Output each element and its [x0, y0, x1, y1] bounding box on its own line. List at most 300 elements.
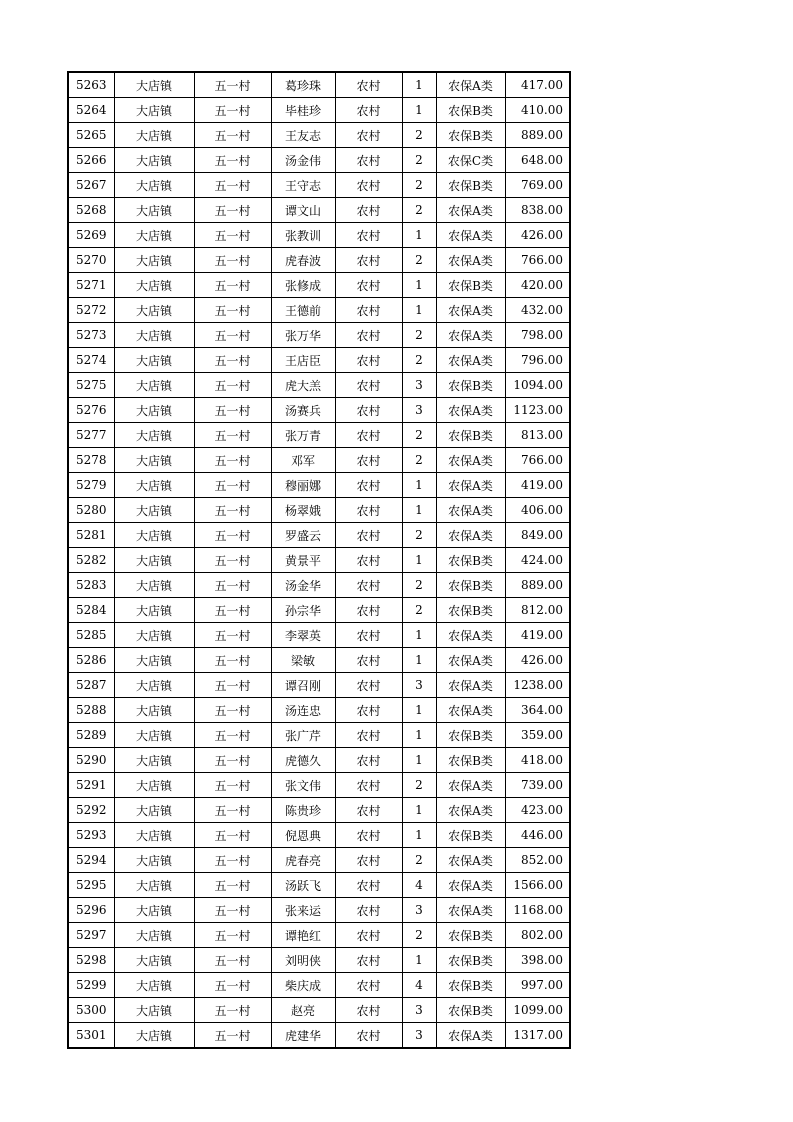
category-cell: 农村 — [335, 573, 402, 598]
insurance-type-cell: 农保B类 — [436, 748, 505, 773]
amount-cell: 889.00 — [505, 123, 570, 148]
record-number: 5274 — [68, 348, 114, 373]
insurance-type-cell: 农保A类 — [436, 698, 505, 723]
village-cell: 五一村 — [194, 523, 271, 548]
table-row — [68, 72, 570, 98]
amount-cell: 766.00 — [505, 248, 570, 273]
household-size-cell: 2 — [402, 448, 436, 473]
amount-cell: 1099.00 — [505, 998, 570, 1023]
name-cell: 张广芹 — [271, 723, 335, 748]
amount-cell: 446.00 — [505, 823, 570, 848]
town-cell: 大店镇 — [114, 648, 194, 673]
amount-cell: 796.00 — [505, 348, 570, 373]
record-number: 5293 — [68, 823, 114, 848]
category-cell: 农村 — [335, 948, 402, 973]
household-size-cell: 2 — [402, 848, 436, 873]
table-row — [68, 348, 570, 373]
name-cell: 谭文山 — [271, 198, 335, 223]
household-size-cell: 2 — [402, 523, 436, 548]
household-size-cell: 3 — [402, 998, 436, 1023]
town-cell: 大店镇 — [114, 223, 194, 248]
table-row — [68, 473, 570, 498]
village-cell: 五一村 — [194, 548, 271, 573]
category-cell: 农村 — [335, 173, 402, 198]
record-number: 5286 — [68, 648, 114, 673]
village-cell: 五一村 — [194, 748, 271, 773]
village-cell: 五一村 — [194, 573, 271, 598]
table-row — [68, 973, 570, 998]
name-cell: 柴庆成 — [271, 973, 335, 998]
town-cell: 大店镇 — [114, 348, 194, 373]
amount-cell: 432.00 — [505, 298, 570, 323]
insurance-type-cell: 农保B类 — [436, 548, 505, 573]
record-number: 5264 — [68, 98, 114, 123]
table-row — [68, 1023, 570, 1049]
insurance-type-cell: 农保B类 — [436, 598, 505, 623]
village-cell: 五一村 — [194, 98, 271, 123]
village-cell: 五一村 — [194, 898, 271, 923]
amount-cell: 813.00 — [505, 423, 570, 448]
household-size-cell: 1 — [402, 748, 436, 773]
category-cell: 农村 — [335, 748, 402, 773]
village-cell: 五一村 — [194, 448, 271, 473]
town-cell: 大店镇 — [114, 773, 194, 798]
amount-cell: 1094.00 — [505, 373, 570, 398]
table-row — [68, 798, 570, 823]
name-cell: 虎建华 — [271, 1023, 335, 1049]
category-cell: 农村 — [335, 998, 402, 1023]
village-cell: 五一村 — [194, 623, 271, 648]
category-cell: 农村 — [335, 773, 402, 798]
household-size-cell: 1 — [402, 723, 436, 748]
table-row — [68, 223, 570, 248]
amount-cell: 423.00 — [505, 798, 570, 823]
table-row — [68, 623, 570, 648]
table-row — [68, 323, 570, 348]
village-cell: 五一村 — [194, 848, 271, 873]
insurance-type-cell: 农保B类 — [436, 923, 505, 948]
household-size-cell: 1 — [402, 623, 436, 648]
record-number: 5283 — [68, 573, 114, 598]
town-cell: 大店镇 — [114, 473, 194, 498]
household-size-cell: 2 — [402, 573, 436, 598]
village-cell: 五一村 — [194, 398, 271, 423]
insurance-type-cell: 农保A类 — [436, 798, 505, 823]
record-number: 5269 — [68, 223, 114, 248]
table-row — [68, 723, 570, 748]
record-number: 5290 — [68, 748, 114, 773]
household-size-cell: 2 — [402, 348, 436, 373]
household-size-cell: 3 — [402, 1023, 436, 1049]
town-cell: 大店镇 — [114, 123, 194, 148]
category-cell: 农村 — [335, 623, 402, 648]
name-cell: 倪恩典 — [271, 823, 335, 848]
record-number: 5298 — [68, 948, 114, 973]
name-cell: 汤跃飞 — [271, 873, 335, 898]
village-cell: 五一村 — [194, 823, 271, 848]
record-number: 5292 — [68, 798, 114, 823]
amount-cell: 426.00 — [505, 223, 570, 248]
name-cell: 王守志 — [271, 173, 335, 198]
household-size-cell: 4 — [402, 973, 436, 998]
household-size-cell: 1 — [402, 548, 436, 573]
category-cell: 农村 — [335, 523, 402, 548]
table-row — [68, 648, 570, 673]
town-cell: 大店镇 — [114, 898, 194, 923]
category-cell: 农村 — [335, 348, 402, 373]
record-number: 5272 — [68, 298, 114, 323]
name-cell: 毕桂珍 — [271, 98, 335, 123]
town-cell: 大店镇 — [114, 998, 194, 1023]
household-size-cell: 4 — [402, 873, 436, 898]
amount-cell: 419.00 — [505, 473, 570, 498]
village-cell: 五一村 — [194, 973, 271, 998]
record-number: 5273 — [68, 323, 114, 348]
name-cell: 张教训 — [271, 223, 335, 248]
town-cell: 大店镇 — [114, 573, 194, 598]
village-cell: 五一村 — [194, 273, 271, 298]
village-cell: 五一村 — [194, 873, 271, 898]
household-size-cell: 2 — [402, 923, 436, 948]
village-cell: 五一村 — [194, 598, 271, 623]
record-number: 5279 — [68, 473, 114, 498]
insurance-type-cell: 农保A类 — [436, 1023, 505, 1049]
town-cell: 大店镇 — [114, 723, 194, 748]
amount-cell: 852.00 — [505, 848, 570, 873]
household-size-cell: 3 — [402, 373, 436, 398]
name-cell: 张修成 — [271, 273, 335, 298]
amount-cell: 766.00 — [505, 448, 570, 473]
record-number: 5288 — [68, 698, 114, 723]
name-cell: 谭艳红 — [271, 923, 335, 948]
town-cell: 大店镇 — [114, 948, 194, 973]
village-cell: 五一村 — [194, 798, 271, 823]
record-number: 5263 — [68, 72, 114, 98]
insurance-type-cell: 农保A类 — [436, 223, 505, 248]
record-number: 5300 — [68, 998, 114, 1023]
insurance-type-cell: 农保A类 — [436, 248, 505, 273]
town-cell: 大店镇 — [114, 173, 194, 198]
amount-cell: 1566.00 — [505, 873, 570, 898]
table-row — [68, 498, 570, 523]
record-number: 5299 — [68, 973, 114, 998]
insurance-type-cell: 农保A类 — [436, 773, 505, 798]
village-cell: 五一村 — [194, 348, 271, 373]
table-row — [68, 298, 570, 323]
amount-cell: 889.00 — [505, 573, 570, 598]
household-size-cell: 2 — [402, 123, 436, 148]
category-cell: 农村 — [335, 423, 402, 448]
records-table — [67, 71, 571, 1049]
household-size-cell: 1 — [402, 98, 436, 123]
amount-cell: 406.00 — [505, 498, 570, 523]
village-cell: 五一村 — [194, 723, 271, 748]
town-cell: 大店镇 — [114, 248, 194, 273]
amount-cell: 739.00 — [505, 773, 570, 798]
amount-cell: 1123.00 — [505, 398, 570, 423]
town-cell: 大店镇 — [114, 98, 194, 123]
amount-cell: 364.00 — [505, 698, 570, 723]
village-cell: 五一村 — [194, 298, 271, 323]
name-cell: 虎春亮 — [271, 848, 335, 873]
category-cell: 农村 — [335, 723, 402, 748]
insurance-type-cell: 农保A类 — [436, 72, 505, 98]
name-cell: 汤金伟 — [271, 148, 335, 173]
insurance-type-cell: 农保A类 — [436, 448, 505, 473]
village-cell: 五一村 — [194, 123, 271, 148]
village-cell: 五一村 — [194, 198, 271, 223]
village-cell: 五一村 — [194, 998, 271, 1023]
household-size-cell: 1 — [402, 698, 436, 723]
town-cell: 大店镇 — [114, 673, 194, 698]
table-row — [68, 598, 570, 623]
village-cell: 五一村 — [194, 423, 271, 448]
amount-cell: 419.00 — [505, 623, 570, 648]
category-cell: 农村 — [335, 823, 402, 848]
town-cell: 大店镇 — [114, 848, 194, 873]
amount-cell: 812.00 — [505, 598, 570, 623]
household-size-cell: 2 — [402, 198, 436, 223]
record-number: 5282 — [68, 548, 114, 573]
household-size-cell: 2 — [402, 148, 436, 173]
table-row — [68, 548, 570, 573]
category-cell: 农村 — [335, 498, 402, 523]
amount-cell: 769.00 — [505, 173, 570, 198]
household-size-cell: 1 — [402, 648, 436, 673]
record-number: 5277 — [68, 423, 114, 448]
category-cell: 农村 — [335, 598, 402, 623]
town-cell: 大店镇 — [114, 698, 194, 723]
household-size-cell: 2 — [402, 773, 436, 798]
amount-cell: 359.00 — [505, 723, 570, 748]
insurance-type-cell: 农保B类 — [436, 723, 505, 748]
amount-cell: 420.00 — [505, 273, 570, 298]
household-size-cell: 2 — [402, 598, 436, 623]
table-row — [68, 423, 570, 448]
table-row — [68, 123, 570, 148]
amount-cell: 849.00 — [505, 523, 570, 548]
category-cell: 农村 — [335, 273, 402, 298]
table-row — [68, 98, 570, 123]
category-cell: 农村 — [335, 223, 402, 248]
insurance-type-cell: 农保A类 — [436, 498, 505, 523]
table-row — [68, 523, 570, 548]
name-cell: 张文伟 — [271, 773, 335, 798]
household-size-cell: 1 — [402, 72, 436, 98]
insurance-type-cell: 农保B类 — [436, 823, 505, 848]
town-cell: 大店镇 — [114, 323, 194, 348]
insurance-type-cell: 农保A类 — [436, 348, 505, 373]
record-number: 5284 — [68, 598, 114, 623]
village-cell: 五一村 — [194, 72, 271, 98]
category-cell: 农村 — [335, 72, 402, 98]
name-cell: 张万华 — [271, 323, 335, 348]
insurance-type-cell: 农保C类 — [436, 148, 505, 173]
insurance-type-cell: 农保B类 — [436, 973, 505, 998]
table-row — [68, 848, 570, 873]
insurance-type-cell: 农保B类 — [436, 123, 505, 148]
table-row — [68, 248, 570, 273]
table-row — [68, 998, 570, 1023]
category-cell: 农村 — [335, 473, 402, 498]
amount-cell: 398.00 — [505, 948, 570, 973]
insurance-type-cell: 农保A类 — [436, 648, 505, 673]
record-number: 5291 — [68, 773, 114, 798]
name-cell: 张万青 — [271, 423, 335, 448]
town-cell: 大店镇 — [114, 623, 194, 648]
town-cell: 大店镇 — [114, 448, 194, 473]
record-number: 5287 — [68, 673, 114, 698]
record-number: 5267 — [68, 173, 114, 198]
amount-cell: 1168.00 — [505, 898, 570, 923]
category-cell: 农村 — [335, 848, 402, 873]
category-cell: 农村 — [335, 923, 402, 948]
insurance-type-cell: 农保A类 — [436, 848, 505, 873]
household-size-cell: 3 — [402, 673, 436, 698]
category-cell: 农村 — [335, 198, 402, 223]
insurance-type-cell: 农保A类 — [436, 623, 505, 648]
town-cell: 大店镇 — [114, 823, 194, 848]
town-cell: 大店镇 — [114, 798, 194, 823]
record-number: 5276 — [68, 398, 114, 423]
town-cell: 大店镇 — [114, 298, 194, 323]
household-size-cell: 2 — [402, 323, 436, 348]
village-cell: 五一村 — [194, 473, 271, 498]
town-cell: 大店镇 — [114, 598, 194, 623]
insurance-type-cell: 农保B类 — [436, 373, 505, 398]
insurance-type-cell: 农保A类 — [436, 473, 505, 498]
category-cell: 农村 — [335, 973, 402, 998]
town-cell: 大店镇 — [114, 873, 194, 898]
village-cell: 五一村 — [194, 673, 271, 698]
town-cell: 大店镇 — [114, 72, 194, 98]
village-cell: 五一村 — [194, 648, 271, 673]
name-cell: 汤金华 — [271, 573, 335, 598]
table-row — [68, 748, 570, 773]
village-cell: 五一村 — [194, 948, 271, 973]
category-cell: 农村 — [335, 123, 402, 148]
record-number: 5294 — [68, 848, 114, 873]
amount-cell: 1317.00 — [505, 1023, 570, 1049]
name-cell: 虎大羔 — [271, 373, 335, 398]
record-number: 5295 — [68, 873, 114, 898]
category-cell: 农村 — [335, 323, 402, 348]
town-cell: 大店镇 — [114, 148, 194, 173]
name-cell: 邓军 — [271, 448, 335, 473]
table-row — [68, 173, 570, 198]
name-cell: 黄景平 — [271, 548, 335, 573]
town-cell: 大店镇 — [114, 373, 194, 398]
record-number: 5280 — [68, 498, 114, 523]
village-cell: 五一村 — [194, 923, 271, 948]
insurance-type-cell: 农保B类 — [436, 98, 505, 123]
category-cell: 农村 — [335, 98, 402, 123]
category-cell: 农村 — [335, 873, 402, 898]
category-cell: 农村 — [335, 698, 402, 723]
town-cell: 大店镇 — [114, 198, 194, 223]
household-size-cell: 1 — [402, 498, 436, 523]
category-cell: 农村 — [335, 673, 402, 698]
category-cell: 农村 — [335, 298, 402, 323]
name-cell: 李翠英 — [271, 623, 335, 648]
table-row — [68, 948, 570, 973]
record-number: 5270 — [68, 248, 114, 273]
household-size-cell: 1 — [402, 948, 436, 973]
household-size-cell: 1 — [402, 298, 436, 323]
table-row — [68, 823, 570, 848]
record-number: 5265 — [68, 123, 114, 148]
name-cell: 梁敏 — [271, 648, 335, 673]
village-cell: 五一村 — [194, 1023, 271, 1049]
amount-cell: 798.00 — [505, 323, 570, 348]
village-cell: 五一村 — [194, 373, 271, 398]
insurance-type-cell: 农保B类 — [436, 998, 505, 1023]
category-cell: 农村 — [335, 148, 402, 173]
insurance-type-cell: 农保A类 — [436, 198, 505, 223]
household-size-cell: 1 — [402, 223, 436, 248]
insurance-type-cell: 农保B类 — [436, 423, 505, 448]
record-number: 5297 — [68, 923, 114, 948]
town-cell: 大店镇 — [114, 398, 194, 423]
record-number: 5296 — [68, 898, 114, 923]
village-cell: 五一村 — [194, 223, 271, 248]
name-cell: 王店臣 — [271, 348, 335, 373]
town-cell: 大店镇 — [114, 748, 194, 773]
name-cell: 谭召刚 — [271, 673, 335, 698]
amount-cell: 417.00 — [505, 72, 570, 98]
insurance-type-cell: 农保A类 — [436, 323, 505, 348]
name-cell: 葛珍珠 — [271, 72, 335, 98]
household-size-cell: 1 — [402, 823, 436, 848]
insurance-type-cell: 农保A类 — [436, 673, 505, 698]
name-cell: 汤赛兵 — [271, 398, 335, 423]
amount-cell: 648.00 — [505, 148, 570, 173]
town-cell: 大店镇 — [114, 423, 194, 448]
table-row — [68, 148, 570, 173]
table-row — [68, 448, 570, 473]
record-number: 5301 — [68, 1023, 114, 1049]
amount-cell: 418.00 — [505, 748, 570, 773]
table-row — [68, 373, 570, 398]
category-cell: 农村 — [335, 373, 402, 398]
table-row — [68, 573, 570, 598]
table-row — [68, 923, 570, 948]
table-row — [68, 698, 570, 723]
category-cell: 农村 — [335, 248, 402, 273]
record-number: 5275 — [68, 373, 114, 398]
name-cell: 赵亮 — [271, 998, 335, 1023]
record-number: 5281 — [68, 523, 114, 548]
name-cell: 陈贵珍 — [271, 798, 335, 823]
record-number: 5289 — [68, 723, 114, 748]
amount-cell: 426.00 — [505, 648, 570, 673]
name-cell: 穆丽娜 — [271, 473, 335, 498]
household-size-cell: 3 — [402, 398, 436, 423]
table-row — [68, 198, 570, 223]
insurance-type-cell: 农保A类 — [436, 898, 505, 923]
table-row — [68, 398, 570, 423]
amount-cell: 424.00 — [505, 548, 570, 573]
insurance-type-cell: 农保B类 — [436, 948, 505, 973]
name-cell: 虎春波 — [271, 248, 335, 273]
village-cell: 五一村 — [194, 173, 271, 198]
amount-cell: 997.00 — [505, 973, 570, 998]
amount-cell: 1238.00 — [505, 673, 570, 698]
table-row — [68, 898, 570, 923]
insurance-type-cell: 农保B类 — [436, 273, 505, 298]
town-cell: 大店镇 — [114, 923, 194, 948]
name-cell: 王友志 — [271, 123, 335, 148]
